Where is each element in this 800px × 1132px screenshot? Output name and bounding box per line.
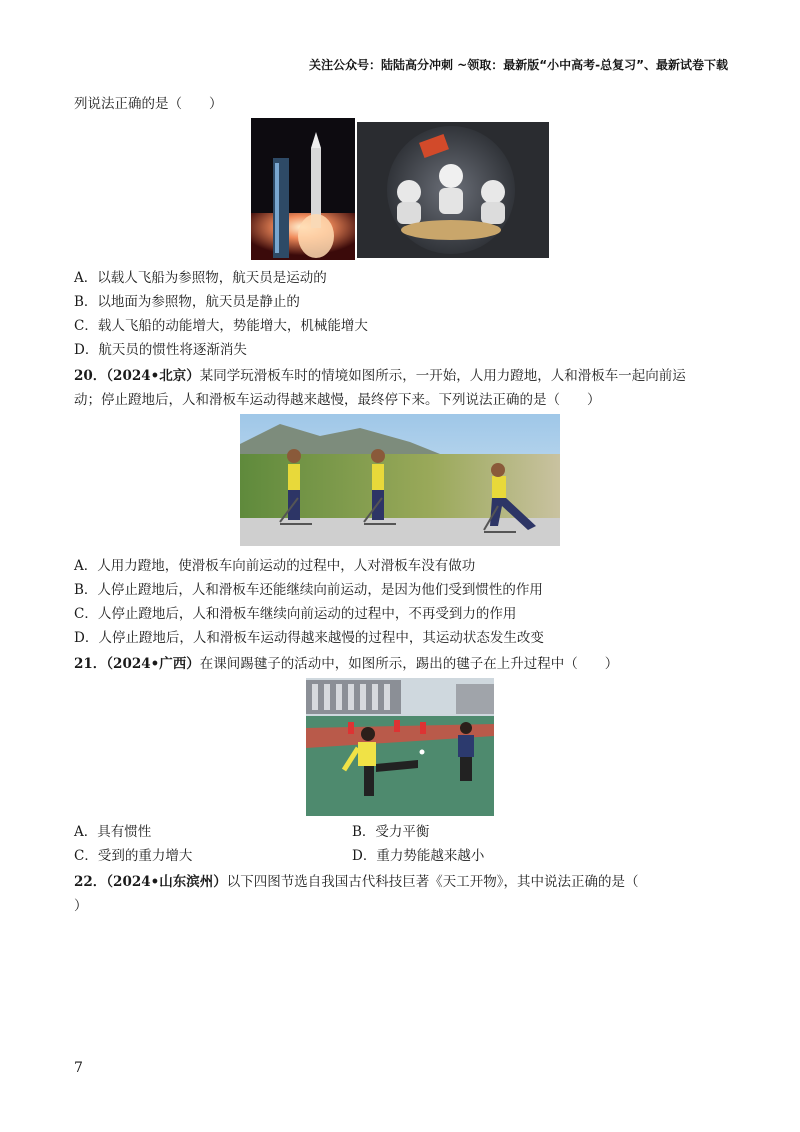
q21-stem-text: 在课间踢毽子的活动中，如图所示，踢出的毽子在上升过程中（ ） xyxy=(199,656,619,672)
q19-figure xyxy=(251,118,549,260)
q20-stem-line2: 动；停止蹬地后，人和滑板车运动得越来越慢，最终停下来。下列说法正确的是（ ） xyxy=(74,392,601,408)
q21-figure xyxy=(306,678,494,816)
q21-option-a: A．具有惯性 xyxy=(74,824,152,840)
shuttlecock-photo xyxy=(306,678,494,816)
q21-number: 21． xyxy=(74,656,107,672)
q22-stem-line1 xyxy=(74,870,639,894)
q22-source: （2024•山东滨州） xyxy=(106,874,227,890)
q21-option-c: C．受到的重力增大 xyxy=(74,848,193,864)
q20-figure xyxy=(240,414,560,546)
q19-option-a: A．以载人飞船为参照物，航天员是运动的 xyxy=(74,270,327,286)
q22-stem-text: 以下四图节选自我国古代科技巨著《天工开物》，其中说法正确的是（ xyxy=(226,874,639,890)
q20-option-b: B．人停止蹬地后，人和滑板车还能继续向前运动，是因为他们受到惯性的作用 xyxy=(74,582,543,598)
q21-stem xyxy=(74,652,618,676)
q19-stem-tail: 列说法正确的是（ ） xyxy=(74,96,223,112)
q20-option-d: D．人停止蹬地后，人和滑板车运动得越来越慢的过程中，其运动状态发生改变 xyxy=(74,630,544,646)
q21-option-d: D．重力势能越来越小 xyxy=(352,848,485,864)
q20-option-c: C．人停止蹬地后，人和滑板车继续向前运动的过程中，不再受到力的作用 xyxy=(74,606,517,622)
q20-stem-line1 xyxy=(74,364,686,388)
rocket-astronaut-photo xyxy=(251,118,549,260)
q19-option-d: D．航天员的惯性将逐渐消失 xyxy=(74,342,247,358)
q19-option-c: C．载人飞船的动能增大，势能增大，机械能增大 xyxy=(74,318,368,334)
scooter-photo xyxy=(240,414,560,546)
q20-stem-text: 某同学玩滑板车时的情境如图所示，一开始，人用力蹬地，人和滑板车一起向前运 xyxy=(199,368,686,384)
q22-stem-line2: ） xyxy=(74,898,88,914)
q20-source: （2024•北京） xyxy=(106,368,200,384)
q20-option-a: A．人用力蹬地，使滑板车向前运动的过程中，人对滑板车没有做功 xyxy=(74,558,476,574)
q21-source: （2024•广西） xyxy=(106,656,200,672)
page-number: 7 xyxy=(74,1060,83,1076)
q20-number: 20． xyxy=(74,368,107,384)
q19-option-b: B．以地面为参照物，航天员是静止的 xyxy=(74,294,300,310)
page-header: 关注公众号：陆陆高分冲刺 ~领取：最新版“小中高考-总复习”、最新试卷下载 xyxy=(309,58,728,72)
q21-option-b: B．受力平衡 xyxy=(352,824,430,840)
q22-number: 22． xyxy=(74,874,107,890)
